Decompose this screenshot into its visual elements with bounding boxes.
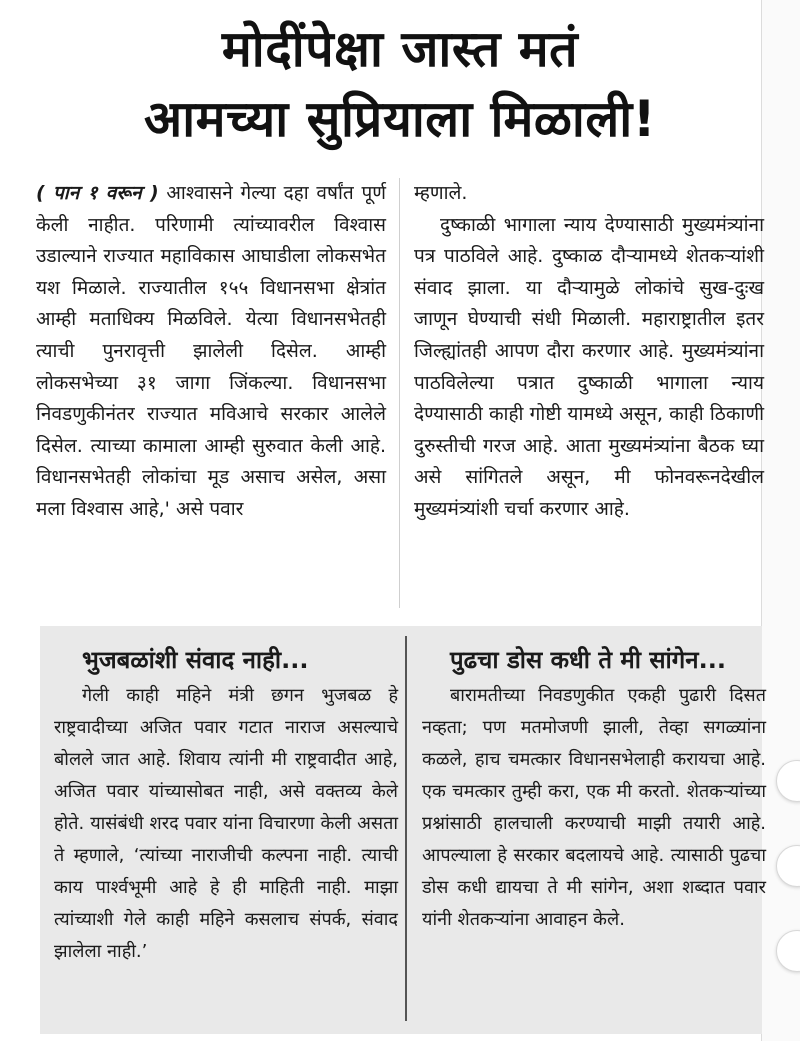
- edge-button-1[interactable]: [776, 760, 800, 802]
- headline-line-2: आमच्या सुप्रियाला मिळाली!: [143, 90, 657, 148]
- article-left-column: [36, 178, 386, 526]
- box-right-title: पुढचा डोस कधी ते मी सांगेन...: [450, 646, 726, 674]
- article-right-column: [414, 178, 764, 526]
- left-column-text: आश्वासने गेल्या दहा वर्षांत पूर्ण केली नाहीत. परिणामी त्यांच्यावरील विश्वास उडाल्याने राज्यात महाविकास आघाडीला लोकसभेत यश मिळाले. राज्यातील १५५ विधानसभा क्षेत्रांत आम्ही मताधिक्य मिळविले. येत्या विधानसभेतही त्याची पुनरावृत्ती झालेली दिसेल. आम्ही लोकसभेच्या ३१ जागा जिंकल्या. विधानसभा निवडणुकीनंतर राज्यात मविआचे सरकार आलेले दिसेल. त्याच्या कामाला आम्ही सुरुवात केली आहे. विधानसभेतही लोकांचा मूड असाच असेल, असा मला विश्वास आहे,' असे पवार: [36, 182, 386, 520]
- box-left-text: गेली काही महिने मंत्री छगन भुजबळ हे राष्ट्रवादीच्या अजित पवार गटात नाराज असल्याचे बोलले जात आहे. शिवाय त्यांनी मी राष्ट्रवादीत आहे, अजित पवार यांच्यासोबत नाही, असे वक्तव्य केले होते. यासंबंधी शरद पवार यांना विचारणा केली असता ते म्हणाले, ‘त्यांच्या नाराजीची कल्पना नाही. त्याची काय पार्श्वभूमी आहे हे ही माहिती नाही. माझा त्यांच्याशी गेले काही महिने कसलाच संपर्क, संवाद झालेला नाही.’: [54, 685, 398, 962]
- box-right-text: बारामतीच्या निवडणुकीत एकही पुढारी दिसत नव्हता; पण मतमोजणी झाली, तेव्हा सगळ्यांना कळले, हाच चमत्कार विधानसभेलाही करायचा आहे. एक चमत्कार तुम्ही करा, एक मी करतो. शेतकऱ्यांच्या प्रश्नांसाठी हालचाली करण्याची माझी तयारी आहे. आपल्याला हे सरकार बदलायचे आहे. त्यासाठी पुढचा डोस कधी द्यायचा ते मी सांगेन, अशा शब्दात पवार यांनी शेतकऱ्यांना आवाहन केले.: [422, 685, 766, 930]
- box-right-section: [422, 640, 766, 936]
- headline: [30, 14, 770, 154]
- box-left-section: [54, 640, 398, 968]
- column-divider: [399, 178, 400, 608]
- article-columns: [36, 178, 768, 618]
- right-column-paragraph: दुष्काळी भागाला न्याय देण्यासाठी मुख्यमंत्र्यांना पत्र पाठविले आहे. दुष्काळ दौऱ्यामध्ये शेतकऱ्यांशी संवाद झाला. या दौऱ्यामुळे लोकांचे सुख-दुःख जाणून घेण्याची संधी मिळाली. महाराष्ट्रातील इतर जिल्ह्यांतही आपण दौरा करणार आहे. मुख्यमंत्र्यांना पाठविलेल्या पत्रात दुष्काळी भागाला न्याय देण्यासाठी काही गोष्टी यामध्ये असून, काही ठिकाणी दुरुस्तीची गरज आहे. आता मुख्यमंत्र्यांना बैठक घ्या असे सांगितले असून, मी फोनवरूनदेखील मुख्यमंत्र्यांशी चर्चा करणार आहे.: [414, 213, 764, 520]
- right-column-start: म्हणाले.: [414, 182, 468, 204]
- box-divider: [405, 636, 407, 1021]
- edge-button-3[interactable]: [776, 930, 800, 972]
- headline-line-1: मोदींपेक्षा जास्त मतं: [221, 20, 579, 78]
- box-left-title: भुजबळांशी संवाद नाही...: [82, 646, 309, 674]
- sidebar-box: [40, 626, 766, 1034]
- edge-button-2[interactable]: [776, 845, 800, 887]
- continued-reference: ( पान १ वरून ): [36, 182, 159, 204]
